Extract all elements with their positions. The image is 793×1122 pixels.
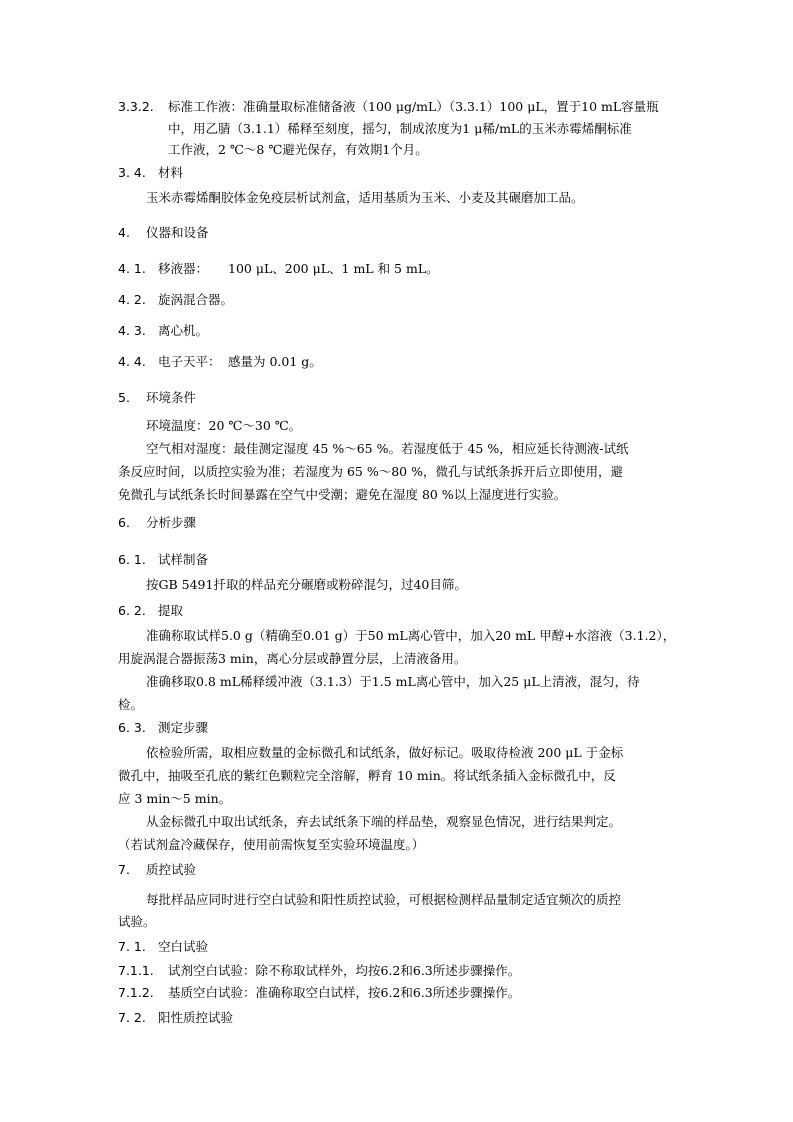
section-title: 分析步骤	[146, 515, 197, 530]
paragraph-text: 试剂空白试验：除不称取试样外，均按6.2和6.3所述步骤操作。	[168, 963, 521, 978]
paragraph-line: 免微孔与试纸条长时间暴露在空气中受潮；避免在湿度 80 %以上湿度进行实验。	[118, 487, 567, 502]
section-number: 7.	[118, 862, 130, 877]
section-title: 电子天平：	[158, 354, 221, 369]
section-title: 移液器：	[158, 261, 209, 276]
section-number: 7. 2.	[118, 1010, 146, 1025]
section-number: 4. 3.	[118, 323, 146, 338]
paragraph-line: 检。	[118, 697, 144, 712]
paragraph-line: 准确移取0.8 mL稀释缓冲液（3.1.3）于1.5 mL离心管中，加入25 μL上清液，混匀，待	[146, 674, 640, 689]
paragraph-text: 感量为 0.01 g。	[228, 354, 322, 369]
section-number: 4. 4.	[118, 354, 146, 369]
section-title: 离心机。	[158, 323, 209, 338]
section-number: 6.	[118, 515, 130, 530]
section-title: 仪器和设备	[146, 225, 209, 240]
paragraph-line: 工作液，2 ℃～8 ℃避光保存，有效期1个月。	[168, 142, 428, 157]
section-title: 环境条件	[146, 390, 197, 405]
section-number: 7. 1.	[118, 939, 146, 954]
section-title: 空白试验	[158, 939, 209, 954]
paragraph-line: 依检验所需，取相应数量的金标微孔和试纸条，做好标记。吸取待检液 200 μL 于金标	[146, 745, 624, 760]
paragraph-line: 试验。	[118, 914, 156, 929]
paragraph-line: 从金标微孔中取出试纸条，弃去试纸条下端的样品垫，观察显色情况，进行结果判定。	[146, 814, 622, 829]
paragraph-line: 用旋涡混合器振荡3 min，离心分层或静置分层，上清液备用。	[118, 651, 467, 666]
section-title: 阳性质控试验	[158, 1010, 234, 1025]
section-title: 材料	[158, 165, 184, 180]
paragraph-line: （若试剂盒冷藏保存，使用前需恢复至实验环境温度。）	[118, 837, 425, 852]
paragraph-line: 玉米赤霉烯酮胶体金免疫层析试剂盒，适用基质为玉米、小麦及其碾磨加工品。	[146, 190, 584, 205]
section-number: 6. 1.	[118, 552, 146, 567]
paragraph-text: 基质空白试验：准确称取空白试样，按6.2和6.3所述步骤操作。	[168, 985, 521, 1000]
section-number: 4.	[118, 225, 130, 240]
paragraph-line: 条反应时间，以质控实验为准；若湿度为 65 %～80 %，微孔与试纸条拆开后立即使用，避	[118, 464, 623, 479]
section-number: 6. 2.	[118, 603, 146, 618]
section-number: 7.1.1.	[118, 963, 154, 978]
section-title: 质控试验	[146, 862, 197, 877]
section-title: 测定步骤	[158, 720, 209, 735]
paragraph-text: 100 μL、200 μL、1 mL 和 5 mL。	[228, 261, 439, 276]
section-number: 3. 4.	[118, 165, 146, 180]
paragraph-line: 准确称取试样5.0 g（精确至0.01 g）于50 mL离心管中，加入20 mL 甲醇+水溶液（3.1.2），	[146, 628, 676, 643]
section-title: 试样制备	[158, 552, 209, 567]
section-number: 7.1.2.	[118, 985, 154, 1000]
paragraph-line: 按GB 5491扦取的样品充分碾磨或粉碎混匀，过40目筛。	[146, 577, 467, 592]
paragraph-line: 每批样品应同时进行空白试验和阳性质控试验，可根据检测样品量制定适宜频次的质控	[146, 892, 622, 907]
section-number: 4. 1.	[118, 261, 146, 276]
section-number: 6. 3.	[118, 720, 146, 735]
section-number: 3.3.2.	[118, 99, 154, 114]
paragraph-line: 环境温度：20 ℃～30 ℃。	[146, 418, 302, 433]
section-title: 旋涡混合器。	[158, 292, 234, 307]
section-number: 5.	[118, 390, 130, 405]
section-title: 提取	[158, 603, 184, 618]
paragraph-line: 中，用乙腈（3.1.1）稀释至刻度，摇匀，制成浓度为1 μ稀/mL的玉米赤霉烯酮标准	[168, 121, 632, 136]
section-number: 4. 2.	[118, 292, 146, 307]
paragraph-line: 微孔中，抽吸至孔底的紫红色颗粒完全溶解，孵育 10 min。将试纸条插入金标微孔中，反	[118, 768, 616, 783]
paragraph-line: 空气相对湿度：最佳测定湿度 45 %～65 %。若湿度低于 45 %，相应延长待测液-试纸	[146, 441, 629, 456]
paragraph-line: 应 3 min～5 min。	[118, 791, 232, 806]
paragraph-line: 标准工作液：准确量取标准储备液（100 μg/mL）（3.3.1）100 μL，置于10 mL容量瓶	[168, 99, 659, 114]
